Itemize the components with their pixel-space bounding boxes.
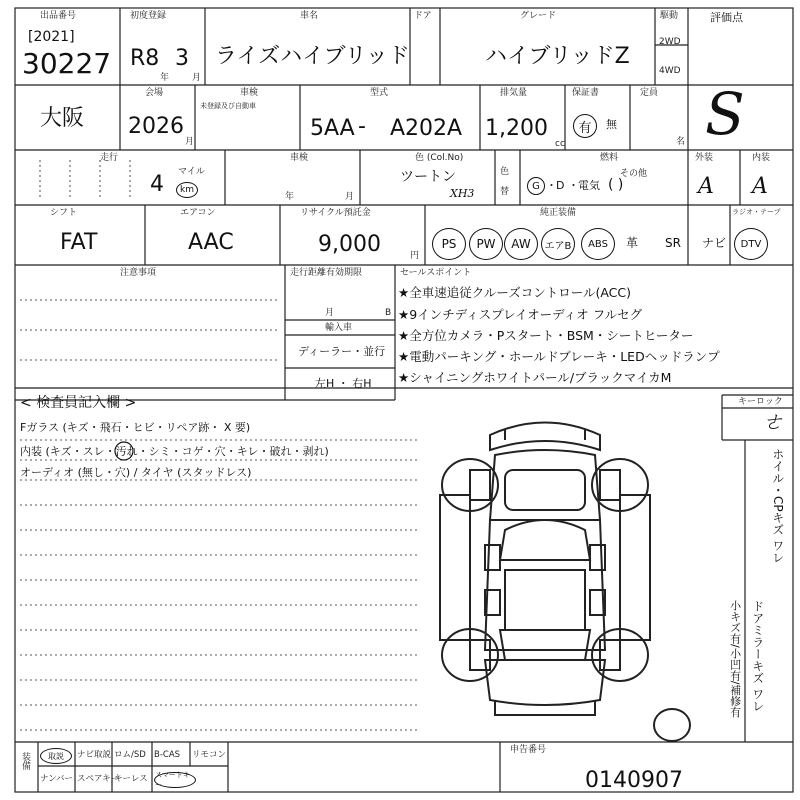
recycle-label: リサイクル預託金 <box>300 208 371 218</box>
legend-repair: 小キズ有/小凹有/補修有 <box>728 600 742 718</box>
inspection-year: 2026 <box>128 114 184 139</box>
grade: ハイブリッドZ <box>485 44 630 69</box>
displacement: 1,200 <box>485 116 548 141</box>
venue-label: 会場 <box>145 88 164 98</box>
displacement-label: 排気量 <box>500 88 528 98</box>
displacement-unit: cc <box>555 139 565 149</box>
exterior-label: 外装 <box>695 153 714 163</box>
import-label: 輸入車 <box>325 323 353 333</box>
month-label-2: 月 <box>185 137 195 147</box>
sales-point-5: ★シャイニングホワイトパール/ブラックマイカM <box>398 370 672 385</box>
month-label-5: 月 <box>325 308 335 318</box>
year-unit: 年 <box>160 73 170 83</box>
lot-number: 30227 <box>22 47 112 80</box>
model-dash: - <box>358 114 366 139</box>
warranty-label: 保証書 <box>572 88 600 98</box>
shift: FAT <box>60 230 98 255</box>
equipment-0: PS <box>432 228 466 260</box>
inspection-label: 車検 <box>240 88 259 98</box>
meter-change-label: 走行距離有効期限 <box>290 268 363 278</box>
venue: 大阪 <box>40 106 85 131</box>
bottom-item-1-3: B-CAS <box>154 750 181 760</box>
door-label: ドア <box>414 11 432 21</box>
bottom-item-2-2: キーレス <box>114 774 148 784</box>
fuel-paren: ( ) <box>608 177 624 193</box>
carhist-label: 車検 <box>290 153 309 163</box>
sales-point-2: ★9インチディスプレイオーディオ フルセグ <box>398 307 643 322</box>
shift-label: シフト <box>50 208 78 218</box>
equipment-3: エアB <box>541 228 575 260</box>
color-sub-label: 色 <box>500 167 510 177</box>
aircon-label: エアコン <box>180 208 216 218</box>
bottom-item-2-0: ナンバー <box>40 774 73 784</box>
fuel-label: 燃料 <box>600 153 619 163</box>
car-name: ライズハイブリッド <box>215 44 410 69</box>
drive-2wd: 2WD <box>659 37 681 47</box>
score-label: 評価点 <box>710 11 743 24</box>
inspector-note-3: オーディオ (無し・穴) / タイヤ (スタッドレス) <box>20 466 252 479</box>
capacity-unit: 名 <box>676 137 686 147</box>
month-label-3: 月 <box>345 192 355 202</box>
notes-label: 注意事項 <box>120 268 157 278</box>
color-code: XH3 <box>450 187 475 200</box>
auction-number: 0140907 <box>585 768 683 793</box>
exterior-grade: A <box>698 174 714 199</box>
sales-point-4: ★電動パーキング・ホールドブレーキ・LEDヘッドランプ <box>398 349 720 364</box>
recycle-fee: 9,000 <box>318 232 381 257</box>
lot-year: [2021] <box>28 29 75 45</box>
equipment-label: 純正装備 <box>540 208 577 218</box>
bottom-item-1-2: ロム/SD <box>114 750 146 760</box>
interior-label: 内装 <box>752 153 771 163</box>
equipment-6: SR <box>665 236 681 250</box>
auction-sheet: 出品番号 [2021] 30227 初度登録 R8 3 年 月 車名 ライズハイブリッド ドア グレード ハイブリッドZ 駆動 2WD 4WD 評価点 S 大阪 会場 2026 車検 未登録及び自動車 月 型式 5AA - A202A 排気量 1,200 cc 保証書 有 無 定員 名 走行 4 マイル km 車検 年 月 色 (Col.No) ツートン XH3 色 替 燃料 G ・ D ・ 電気 その他 ( ) 外装 A 内装 A シフト FAT エアコン AAC リサイクル預託金 9,000 円 純正装備 ラジオ・テープ PS PW AW エアB ABS 革 SR ナビ DTV 注意事項 走行距離有効期限 月 B 輸入車 ディーラー・並行 左H ・ 右H セールスポイント ★全車速追従クルーズコントロール(ACC) ★9インチディスプレイオーディオ フルセグ ★全方位カメラ・Pスタート・BSM・シートヒーター ★電動パーキング・ホールドブレーキ・LEDヘッドランプ ★シャイニングホワイトパール/ブラックマイカM < 検査員記入欄 > Fガラス (キズ・飛石・ヒビ・リペア跡・ X 要) 内装 (キズ・スレ・汚れ・シミ・コゲ・穴・キレ・破れ・剥れ) オーディオ (無し・穴) / タイヤ (スタッドレス) キーロック ㄜ ホイル・CPキズ ワレ ドアミラーキズ ワレ 小キズ有/小凹有/補修有 装備 取説 ナビ取説 ロム/SD B-CAS リモコン ナンバー スペアキー キーレス スマートキー 申告番号 0140907 <box>0 0 800 800</box>
color-label: 色 (Col.No) <box>415 153 464 163</box>
capacity-label: 定員 <box>640 88 659 98</box>
equipment-8: DTV <box>734 228 768 260</box>
first-reg-label: 初度登録 <box>130 11 167 21</box>
score: S <box>705 80 745 148</box>
bottom-label: 装備 <box>20 752 30 770</box>
fuel-g: G <box>527 177 545 195</box>
aircon: AAC <box>188 230 234 255</box>
inspector-note-1: Fガラス (キズ・飛石・ヒビ・リペア跡・ X 要) <box>20 421 251 434</box>
mileage-unit-km: km <box>176 182 198 198</box>
model-code: A202A <box>390 116 463 141</box>
auction-no-label: 申告番号 <box>510 745 547 755</box>
legend-wheel: ホイル・CPキズ ワレ <box>770 448 785 564</box>
inspector-label: < 検査員記入欄 > <box>20 395 137 411</box>
inspector-note-2: 内装 (キズ・スレ・汚れ・シミ・コゲ・穴・キレ・破れ・剥れ) <box>20 445 329 458</box>
equipment-7: ナビ <box>702 236 727 250</box>
mileage-unit-mile: マイル <box>178 167 205 177</box>
fuel-other: その他 <box>620 169 648 179</box>
warranty-yes: 有 <box>573 114 597 138</box>
fuel-ev: 電気 <box>578 179 600 192</box>
sales-point-1: ★全車速追従クルーズコントロール(ACC) <box>398 285 631 300</box>
equipment-4: ABS <box>581 228 615 260</box>
model-label: 型式 <box>370 88 389 98</box>
lot-no-label: 出品番号 <box>40 11 77 21</box>
legend-mirror: ドアミラーキズ ワレ <box>750 600 765 712</box>
bottom-item-1-1: ナビ取説 <box>77 750 112 760</box>
import-dealer: ディーラー・並行 <box>298 345 386 358</box>
bottom-item-1-4: リモコン <box>192 750 227 760</box>
warranty-no: 無 <box>606 118 617 131</box>
car-name-label: 車名 <box>300 11 319 21</box>
drive-4wd: 4WD <box>659 66 681 76</box>
b-label: B <box>385 308 392 318</box>
sales-points-label: セールスポイント <box>400 268 472 278</box>
grade-label: グレード <box>520 11 557 21</box>
color-name: ツートン <box>400 169 456 185</box>
year-label-3: 年 <box>285 192 295 202</box>
radio-label: ラジオ・テープ <box>732 208 781 216</box>
first-reg-month: 3 <box>175 46 189 71</box>
color-change-label: 替 <box>500 187 510 197</box>
car-diagram <box>440 423 690 742</box>
drive-label: 駆動 <box>660 11 679 21</box>
equipment-2: AW <box>504 228 538 260</box>
mileage-value: 4 <box>150 172 164 197</box>
equipment-5: 革 <box>626 236 639 250</box>
import-handle: 左H ・ 右H <box>315 377 372 390</box>
bottom-item-2-3: スマートキー <box>154 772 196 788</box>
sales-point-3: ★全方位カメラ・Pスタート・BSM・シートヒーター <box>398 328 694 343</box>
interior-grade: A <box>752 174 768 199</box>
recycle-unit: 円 <box>410 251 420 261</box>
equipment-1: PW <box>469 228 503 260</box>
mileage-label: 走行 <box>100 153 119 163</box>
model-prefix: 5AA <box>310 116 355 141</box>
inspection-sub: 未登録及び自動車 <box>200 102 256 110</box>
bottom-item-1-0: 取説 <box>40 748 72 764</box>
first-reg-era: R8 <box>130 46 160 71</box>
fuel-d: D <box>556 179 565 192</box>
key-lock-label: キーロック <box>738 397 783 407</box>
bottom-item-2-1: スペアキー <box>77 774 120 784</box>
month-unit: 月 <box>192 73 202 83</box>
key-lock-value: ㄜ <box>762 410 785 435</box>
